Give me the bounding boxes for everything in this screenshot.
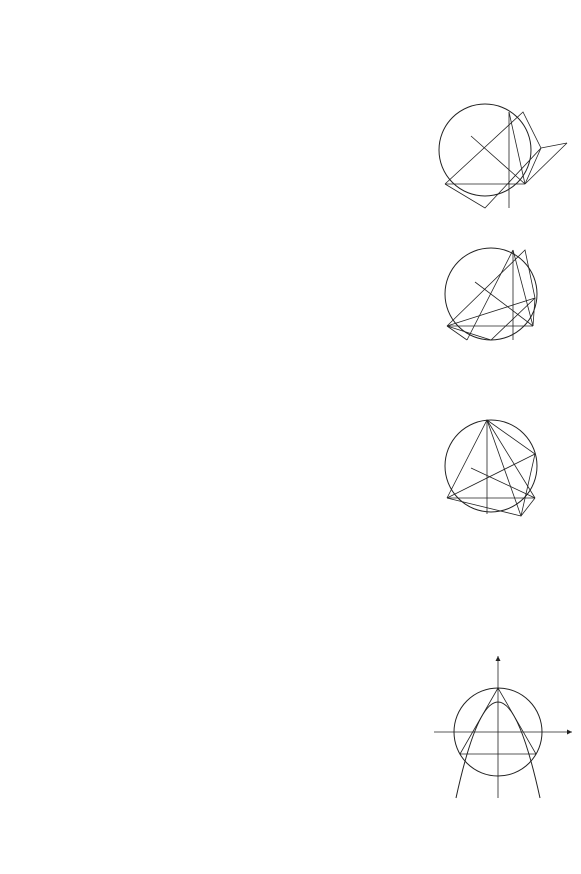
figure-circle-abcd-p <box>425 98 575 223</box>
figure-parabola <box>428 652 576 800</box>
figure-svg-2 <box>425 408 575 532</box>
figure-1 <box>425 238 575 360</box>
figure-svg-0 <box>425 98 575 223</box>
figure-svg-1 <box>425 238 575 360</box>
figure-svg-3 <box>428 652 576 800</box>
figure-2 <box>425 408 575 532</box>
